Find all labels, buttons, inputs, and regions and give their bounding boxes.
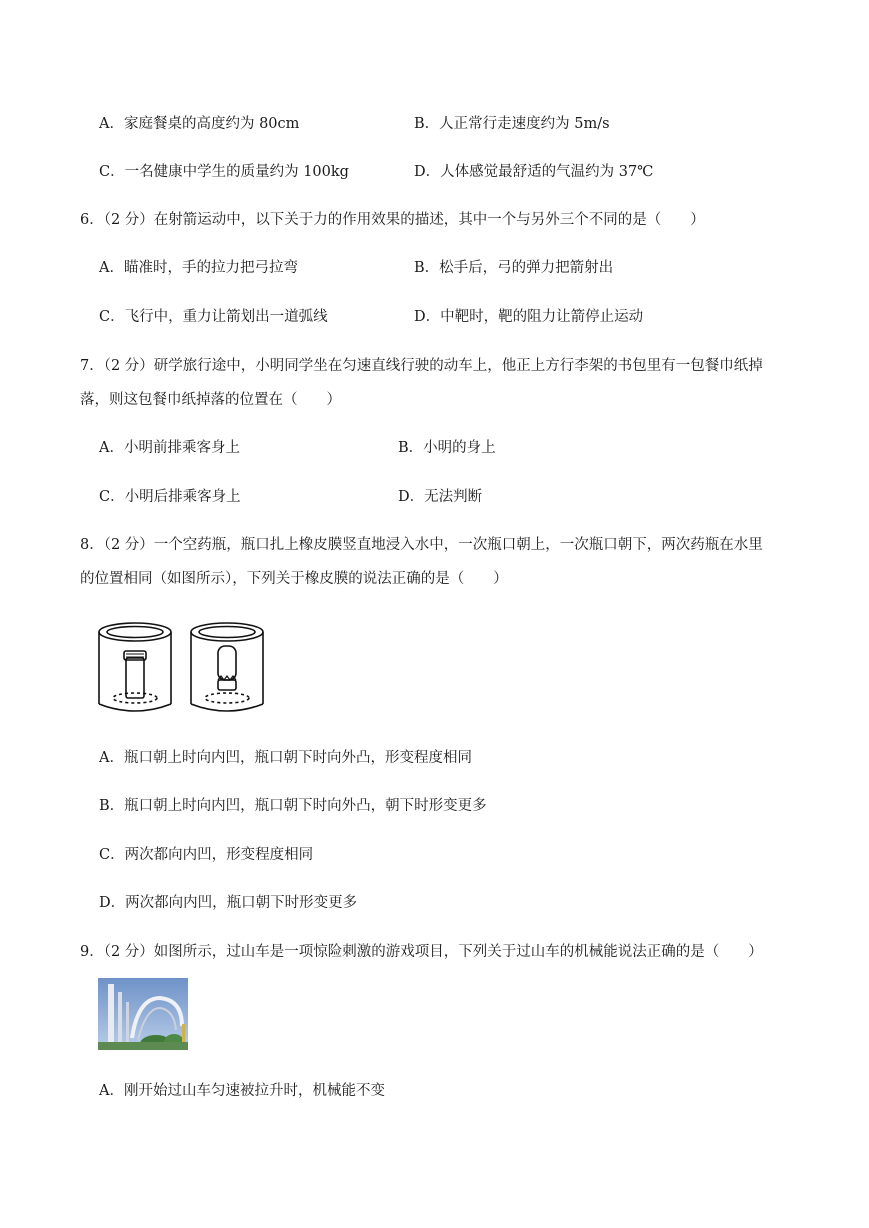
- q5-option-b: B．人正常行走速度约为 5m/s: [414, 116, 610, 132]
- q8-option-a: A．瓶口朝上时向内凹，瓶口朝下时向外凸，形变程度相同: [99, 750, 472, 766]
- q7-option-d: D．无法判断: [398, 489, 483, 505]
- q9-option-a: A．刚开始过山车匀速被拉升时，机械能不变: [99, 1083, 385, 1099]
- bottles-in-water-figure: [97, 618, 269, 718]
- q7-option-b: B．小明的身上: [398, 440, 496, 456]
- q8-option-b: B．瓶口朝上时向内凹，瓶口朝下时向外凸，朝下时形变更多: [99, 798, 487, 814]
- q6-option-d: D．中靶时，靶的阻力让箭停止运动: [414, 309, 644, 325]
- q8-option-d: D．两次都向内凹，瓶口朝下时形变更多: [99, 895, 358, 911]
- q7-option-c: C．小明后排乘客身上: [99, 489, 241, 505]
- beaker-right-icon: [191, 623, 263, 711]
- q6-stem: 6．（2 分）在射箭运动中，以下关于力的作用效果的描述，其中一个与另外三个不同的是（ ）: [80, 212, 705, 228]
- q7-stem-line1: 7．（2 分）研学旅行途中，小明同学坐在匀速直线行驶的动车上，他正上方行李架的书包里有一包餐巾纸掉: [80, 358, 763, 374]
- q5-option-a: A．家庭餐桌的高度约为 80cm: [99, 116, 300, 132]
- roller-coaster-photo: [98, 978, 188, 1050]
- q8-stem-line2: 的位置相同（如图所示），下列关于橡皮膜的说法正确的是（ ）: [80, 571, 508, 587]
- q7-stem-line2: 落，则这包餐巾纸掉落的位置在（ ）: [80, 392, 341, 408]
- q6-option-b: B．松手后，弓的弹力把箭射出: [414, 260, 614, 276]
- q6-option-c: C．飞行中，重力让箭划出一道弧线: [99, 309, 328, 325]
- beaker-left-icon: [99, 623, 171, 711]
- q8-option-c: C．两次都向内凹，形变程度相同: [99, 847, 314, 863]
- q6-option-a: A．瞄准时，手的拉力把弓拉弯: [99, 260, 298, 276]
- q8-stem-line1: 8．（2 分）一个空药瓶，瓶口扎上橡皮膜竖直地浸入水中，一次瓶口朝上，一次瓶口朝下，两次药瓶在水里: [80, 537, 763, 553]
- q7-option-a: A．小明前排乘客身上: [99, 440, 240, 456]
- q5-option-d: D．人体感觉最舒适的气温约为 37℃: [414, 164, 654, 180]
- q5-option-c: C．一名健康中学生的质量约为 100kg: [99, 164, 349, 180]
- q9-stem: 9．（2 分）如图所示，过山车是一项惊险刺激的游戏项目，下列关于过山车的机械能说法正确的是（ ）: [80, 944, 763, 960]
